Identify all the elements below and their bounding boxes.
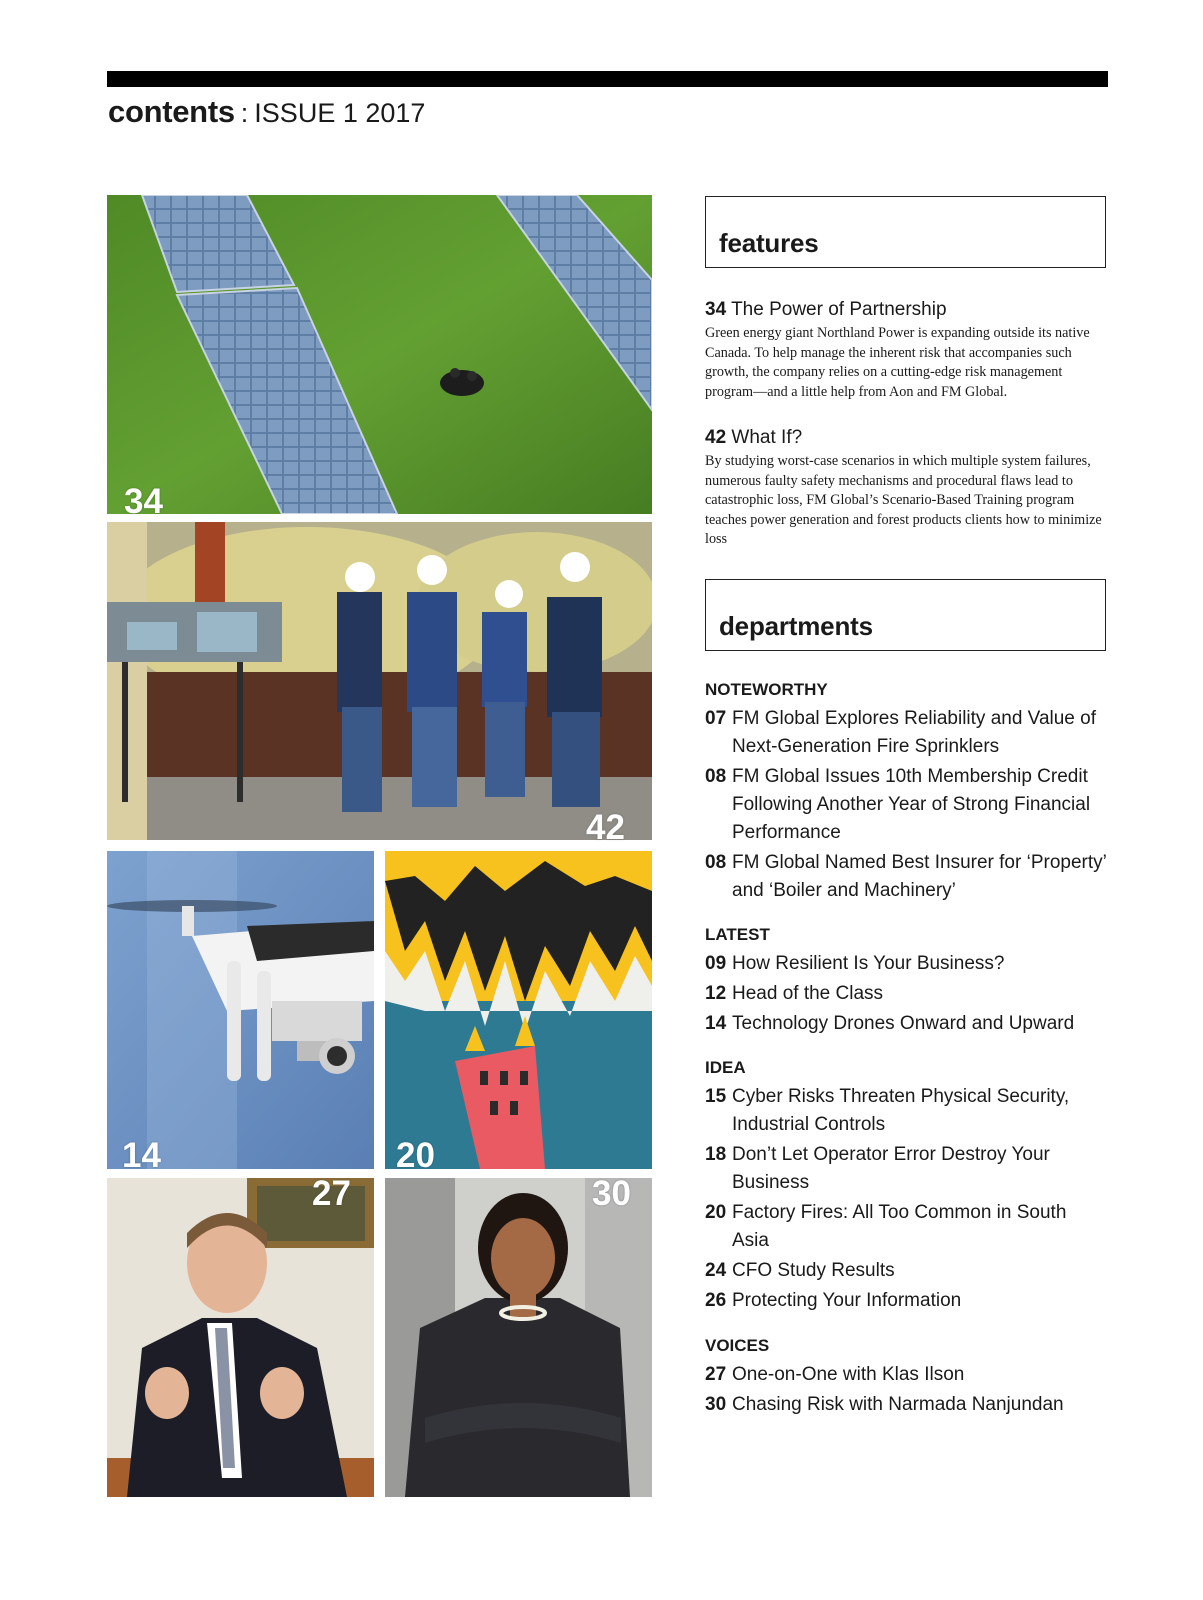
department-item[interactable]	[705, 1141, 1107, 1197]
section-label: NOTEWORTHY	[705, 680, 828, 699]
item-title: How Resilient Is Your Business?	[732, 953, 1005, 974]
item-title: Factory Fires: All Too Common in South Asia	[732, 1202, 1067, 1251]
feature-title: What If?	[731, 427, 803, 448]
item-page-number: 24	[705, 1260, 727, 1281]
interview-woman-photo[interactable]	[385, 1174, 652, 1497]
item-page-number: 26	[705, 1290, 727, 1311]
header-rule	[107, 71, 1108, 87]
department-item[interactable]	[705, 1287, 1107, 1315]
feature-item[interactable]	[705, 426, 1107, 550]
item-page-number: 20	[705, 1202, 727, 1223]
department-item[interactable]	[705, 763, 1107, 847]
feature-description: By studying worst-case scenarios in which multiple system failures, numerous faulty safety mechanisms and procedural flaws lead to catastrophic loss, FM Global’s Scenario-Based Training program teaches power generation and forest products clients how to minimize loss	[705, 453, 1102, 548]
photo-page-number: 14	[122, 1136, 161, 1175]
item-title: Protecting Your Information	[732, 1290, 962, 1311]
department-item[interactable]	[705, 1391, 1107, 1419]
issue-label: ISSUE 1 2017	[254, 98, 426, 128]
section-label: LATEST	[705, 925, 770, 944]
item-title: Technology Drones Onward and Upward	[732, 1013, 1075, 1034]
workers-photo[interactable]	[107, 522, 652, 840]
feature-page-number: 34	[705, 299, 727, 320]
item-page-number: 15	[705, 1086, 727, 1107]
masthead	[108, 94, 425, 130]
item-title: FM Global Issues 10th Membership Credit Following Another Year of Strong Financial Performance	[732, 766, 1091, 843]
item-page-number: 07	[705, 708, 727, 729]
masthead-separator: :	[240, 98, 249, 128]
interview-man-photo[interactable]	[107, 1174, 374, 1497]
departments-heading-box	[705, 579, 1106, 651]
masthead-word: contents	[108, 94, 235, 129]
item-page-number: 18	[705, 1144, 727, 1165]
department-item[interactable]	[705, 1010, 1107, 1038]
section-label: IDEA	[705, 1058, 746, 1077]
item-title: Don’t Let Operator Error Destroy Your Business	[732, 1144, 1050, 1193]
item-page-number: 09	[705, 953, 727, 974]
solar-panels-photo[interactable]	[107, 195, 652, 514]
item-title: One-on-One with Klas Ilson	[732, 1364, 965, 1385]
features-heading: features	[719, 228, 819, 258]
features-heading-box	[705, 196, 1106, 268]
department-section-latest	[705, 924, 1107, 1040]
item-page-number: 12	[705, 983, 727, 1004]
department-section-noteworthy	[705, 679, 1107, 907]
item-title: Cyber Risks Threaten Physical Security, Industrial Controls	[732, 1086, 1070, 1135]
item-title: FM Global Explores Reliability and Value of Next-Generation Fire Sprinklers	[732, 708, 1096, 757]
feature-title: The Power of Partnership	[731, 299, 947, 320]
item-title: Head of the Class	[732, 983, 884, 1004]
item-page-number: 08	[705, 766, 727, 787]
departments-heading: departments	[719, 611, 873, 641]
item-page-number: 14	[705, 1013, 727, 1034]
item-page-number: 30	[705, 1394, 727, 1415]
photo-page-number: 30	[592, 1174, 631, 1213]
department-item[interactable]	[705, 980, 1107, 1008]
photo-page-number: 20	[396, 1136, 435, 1175]
feature-page-number: 42	[705, 427, 727, 448]
feature-item[interactable]	[705, 298, 1107, 402]
item-page-number: 08	[705, 852, 727, 873]
department-item[interactable]	[705, 1361, 1107, 1389]
department-item[interactable]	[705, 1083, 1107, 1139]
photo-page-number: 34	[124, 482, 163, 521]
feature-description: Green energy giant Northland Power is expanding outside its native Canada. To help manage the inherent risk that accompanies such growth, the company relies on a cutting-edge risk management program—and a little help from Aon and FM Global.	[705, 325, 1090, 400]
section-label: VOICES	[705, 1336, 770, 1355]
department-item[interactable]	[705, 849, 1107, 905]
department-item[interactable]	[705, 705, 1107, 761]
department-item[interactable]	[705, 950, 1107, 978]
photo-page-number: 42	[586, 808, 625, 847]
item-title: CFO Study Results	[732, 1260, 895, 1281]
photo-page-number: 27	[312, 1174, 351, 1213]
item-title: FM Global Named Best Insurer for ‘Property’ and ‘Boiler and Machinery’	[732, 852, 1107, 901]
item-page-number: 27	[705, 1364, 727, 1385]
department-section-voices	[705, 1335, 1107, 1421]
department-section-idea	[705, 1057, 1107, 1317]
department-item[interactable]	[705, 1257, 1107, 1285]
drone-photo[interactable]	[107, 851, 374, 1169]
item-title: Chasing Risk with Narmada Nanjundan	[732, 1394, 1064, 1415]
fire-illustration[interactable]	[385, 851, 652, 1169]
department-item[interactable]	[705, 1199, 1107, 1255]
